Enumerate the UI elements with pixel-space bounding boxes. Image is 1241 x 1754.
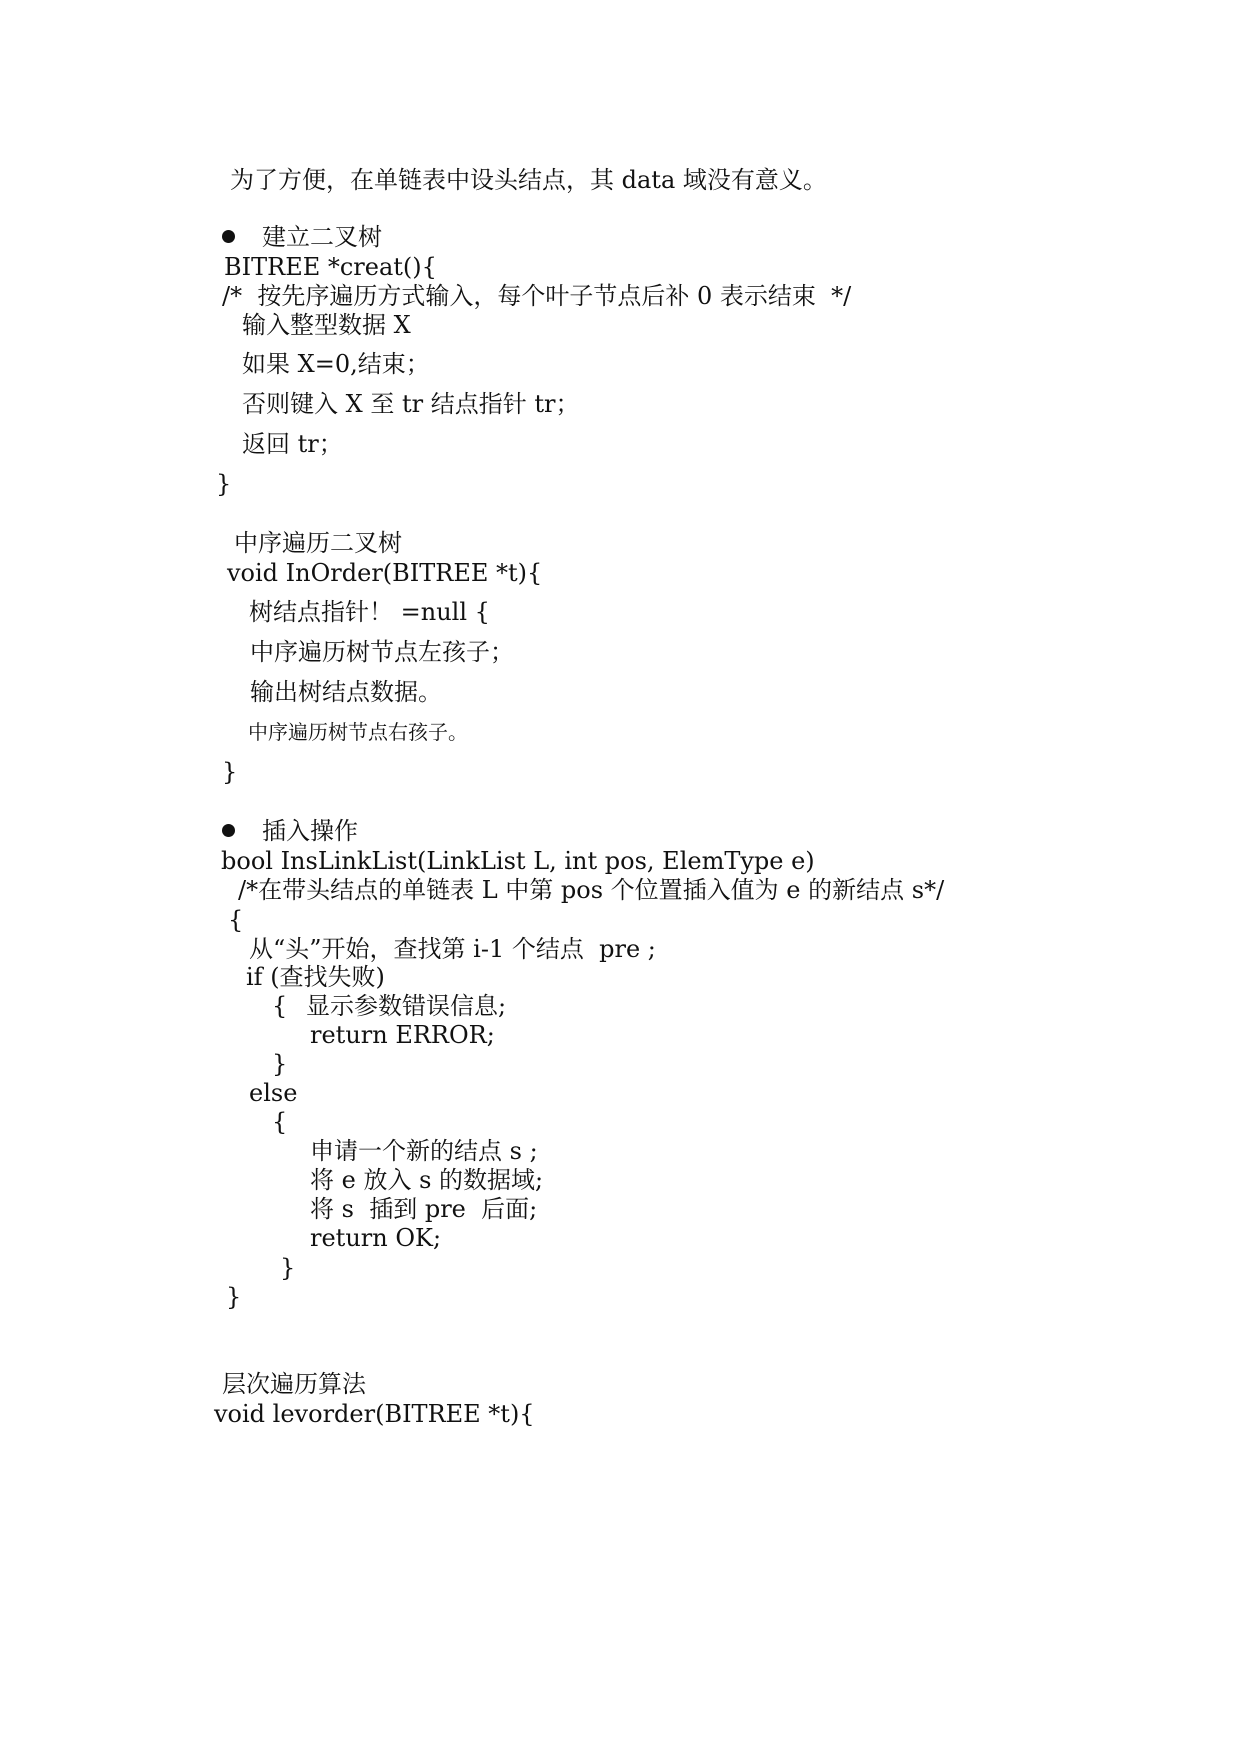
create-tree-close: } bbox=[216, 470, 232, 498]
bullet-icon bbox=[222, 824, 235, 837]
create-tree-step: 如果 X=0,结束； bbox=[242, 350, 430, 378]
levelorder-heading: 层次遍历算法 bbox=[222, 1370, 366, 1398]
insert-else-close: } bbox=[280, 1254, 296, 1282]
inorder-signature: void InOrder(BITREE *t){ bbox=[227, 559, 543, 587]
levelorder-signature: void levorder(BITREE *t){ bbox=[214, 1400, 535, 1428]
insert-else-line: else bbox=[249, 1079, 298, 1107]
inorder-step: 树结点指针！ =null { bbox=[249, 598, 490, 626]
insert-close: } bbox=[226, 1283, 242, 1311]
insert-open-brace: { bbox=[228, 906, 244, 934]
inorder-heading: 中序遍历二叉树 bbox=[234, 529, 402, 557]
insert-if-open: { bbox=[272, 992, 288, 1020]
create-tree-step: 否则键入 X 至 tr 结点指针 tr； bbox=[242, 390, 580, 418]
insert-if-body: 显示参数错误信息; bbox=[306, 992, 507, 1020]
insert-if-close: } bbox=[272, 1050, 288, 1078]
insert-signature: bool InsLinkList(LinkList L, int pos, ElemType e) bbox=[221, 847, 815, 875]
insert-heading: 插入操作 bbox=[262, 817, 358, 845]
create-tree-heading: 建立二叉树 bbox=[262, 223, 382, 251]
inorder-close: } bbox=[222, 758, 238, 786]
bullet-icon bbox=[222, 230, 235, 243]
insert-comment: /*在带头结点的单链表 L 中第 pos 个位置插入值为 e 的新结点 s*/ bbox=[238, 876, 945, 904]
create-tree-comment: /* 按先序遍历方式输入，每个叶子节点后补 0 表示结束 */ bbox=[222, 282, 852, 310]
create-tree-step: 返回 tr； bbox=[242, 430, 343, 458]
inorder-step: 中序遍历树节点左孩子； bbox=[250, 638, 514, 666]
create-tree-step: 输入整型数据 X bbox=[242, 311, 411, 339]
intro-text: 为了方便，在单链表中设头结点，其 data 域没有意义。 bbox=[230, 166, 827, 194]
insert-else-body: 将 e 放入 s 的数据域; bbox=[310, 1166, 544, 1194]
insert-if-line: if (查找失败) bbox=[246, 963, 385, 991]
inorder-step: 输出树结点数据。 bbox=[250, 678, 442, 706]
create-tree-signature: BITREE *creat(){ bbox=[224, 253, 437, 281]
insert-else-body: 将 s 插到 pre 后面; bbox=[310, 1195, 538, 1223]
insert-else-open: { bbox=[272, 1108, 288, 1136]
insert-if-body: return ERROR; bbox=[310, 1021, 495, 1049]
insert-else-body: 申请一个新的结点 s ; bbox=[310, 1137, 538, 1165]
insert-else-body: return OK; bbox=[310, 1224, 442, 1252]
insert-find-line: 从“头”开始，查找第 i-1 个结点 pre ; bbox=[249, 935, 656, 963]
inorder-step: 中序遍历树节点右孩子。 bbox=[248, 720, 468, 744]
